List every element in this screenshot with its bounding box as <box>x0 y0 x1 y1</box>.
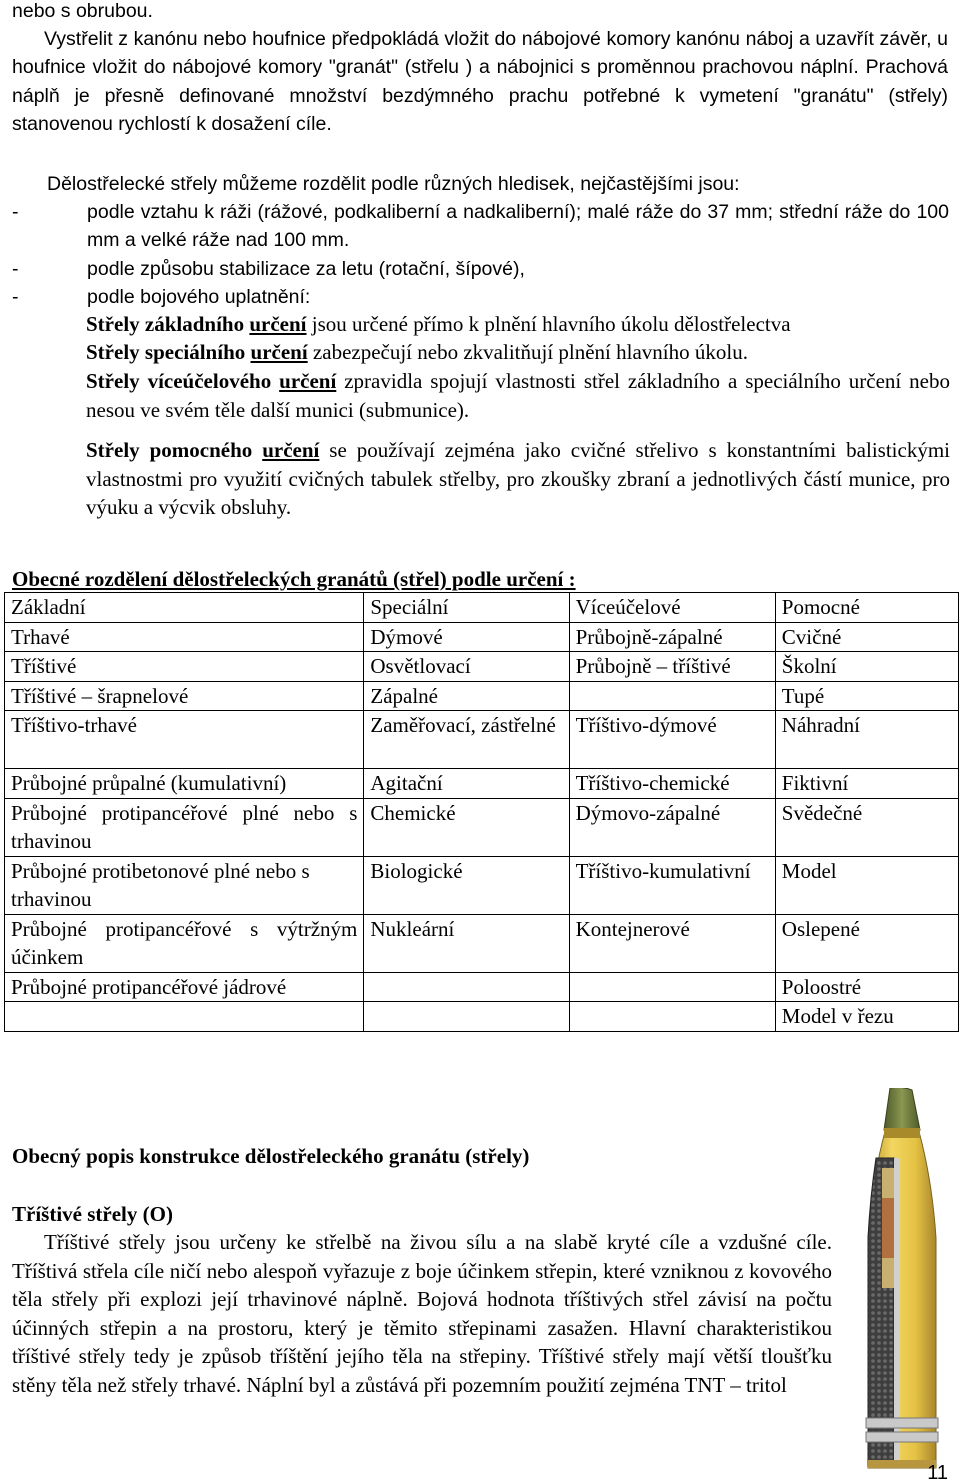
table-row <box>5 652 959 682</box>
table-cell: Svědečné <box>775 798 958 856</box>
table-row <box>5 593 959 623</box>
table-row <box>5 1002 959 1032</box>
paragraph-special: Střely speciálního určení zabezpečují nebo zkvalitňují plnění hlavního úkolu. <box>86 340 748 364</box>
bullet-item-caliber <box>0 198 960 254</box>
table-cell: Školní <box>775 652 958 682</box>
table-cell <box>569 1002 775 1032</box>
table-cell: Dýmovo-zápalné <box>569 798 775 856</box>
table-cell <box>569 681 775 711</box>
table-cell: Model v řezu <box>775 1002 958 1032</box>
table-cell: Biologické <box>364 856 569 914</box>
table-heading: Obecné rozdělení dělostřeleckých granátů (střel) podle určení : <box>12 567 576 591</box>
table-row <box>5 856 959 914</box>
table-cell: Poloostré <box>775 972 958 1002</box>
table-cell: Tříštivo-trhavé <box>5 711 364 769</box>
table-cell: Fiktivní <box>775 769 958 799</box>
section-body: Tříštivé střely jsou určeny ke střelbě na živou sílu a na slabě kryté cíle a vzdušné cíle. Tříštivá střela cíle ničí nebo alespoň vyřazuje z boje účinkem střepin, které vzniknou z kovového těla střely při explozi její trhavinové náplně. Bojová hodnota tříštivých střel závisí na počtu účinných střepin a na prostoru, který je těmito střepinami zasažen. Hlavní charakteristikou tříštivé střely tedy je způsob tříštění jejího těla na střepiny. Tříštivé střely mají větší tloušťku stěny těla než střely trhavé. Náplní byl a zůstává při pozemním použití zejména TNT – tritol <box>12 1230 832 1397</box>
table-cell: Víceúčelové <box>569 593 775 623</box>
table-cell <box>364 1002 569 1032</box>
bullet-text: podle bojového uplatnění: <box>87 286 311 308</box>
table-row <box>5 798 959 856</box>
shell-cutaway-icon <box>852 1088 944 1472</box>
table-cell <box>569 972 775 1002</box>
table-cell: Tříštivo-dýmové <box>569 711 775 769</box>
paragraph-auxiliary: Střely pomocného určení se používají zejména jako cvičné střelivo s konstantními balistickými vlastnostmi pro využití cvičných tabulek střelby, pro zkoušky zbraní a jednotlivých částí munice, pro výuku a výcvik obsluhy. <box>86 438 950 520</box>
table-cell: Tříštivo-kumulativní <box>569 856 775 914</box>
table-cell: Průbojně-zápalné <box>569 622 775 652</box>
table-cell: Dýmové <box>364 622 569 652</box>
table-cell: Agitační <box>364 769 569 799</box>
table-cell: Náhradní <box>775 711 958 769</box>
bullet-dash: - <box>12 258 19 280</box>
table-cell: Zaměřovací, zástřelné <box>364 711 569 769</box>
paragraph-basic: Střely základního určení jsou určené přímo k plnění hlavního úkolu dělostřelectva <box>86 312 791 336</box>
bullet-text: podle vztahu k ráži (rážové, podkaliberní a nadkaliberní); malé ráže do 37 mm; střední ráže do 100 mm a velké ráže nad 100 mm. <box>87 201 949 252</box>
table-row <box>5 711 959 769</box>
table-cell: Tříštivé <box>5 652 364 682</box>
section-subtitle: Tříštivé střely (O) <box>12 1202 173 1226</box>
table-row <box>5 769 959 799</box>
table-row <box>5 681 959 711</box>
bullet-dash: - <box>12 201 19 223</box>
table-cell: Průbojné protipancéřové s výtržným účinkem <box>5 914 364 972</box>
bullet-item-combat <box>0 283 960 311</box>
table-cell: Model <box>775 856 958 914</box>
table-cell <box>5 1002 364 1032</box>
shell-cutaway-image <box>852 1088 944 1472</box>
table-cell: Tříštivo-chemické <box>569 769 775 799</box>
table-cell: Základní <box>5 593 364 623</box>
table-cell: Tříštivé – šrapnelové <box>5 681 364 711</box>
table-cell: Nukleární <box>364 914 569 972</box>
bullet-dash: - <box>12 286 19 308</box>
text-line-continuation: nebo s obrubou. <box>12 0 153 22</box>
paragraph-multipurpose: Střely víceúčelového určení zpravidla spojují vlastnosti střel základního a speciálního určení nebo nesou ve svém těle další munici (submunice). <box>86 369 950 422</box>
bullet-item-stabilization <box>0 255 960 283</box>
table-cell: Průbojné protibetonové plné nebo s trhavinou <box>5 856 364 914</box>
table-cell: Speciální <box>364 593 569 623</box>
table-cell: Cvičné <box>775 622 958 652</box>
table-cell: Kontejnerové <box>569 914 775 972</box>
table-cell: Pomocné <box>775 593 958 623</box>
bullet-text: podle způsobu stabilizace za letu (rotační, šípové), <box>87 258 525 280</box>
table-cell: Průbojné protipancéřové jádrové <box>5 972 364 1002</box>
table-cell: Oslepené <box>775 914 958 972</box>
table-cell: Tupé <box>775 681 958 711</box>
table-cell: Průbojně – tříštivé <box>569 652 775 682</box>
table-row <box>5 622 959 652</box>
classification-intro: Dělostřelecké střely můžeme rozdělit podle různých hledisek, nejčastějšími jsou: <box>47 173 740 195</box>
paragraph-firing: Vystřelit z kanónu nebo houfnice předpokládá vložit do nábojové komory kanónu náboj a uzavřít závěr, u houfnice vložit do nábojové komory "granát" (střelu ) a nábojnici s proměnnou prachovou náplní. Prachová náplň je přesně definované množství bezdýmného prachu potřebné k vymetení "granátu" (střely) stanovenou rychlostí k dosažení cíle. <box>12 28 948 135</box>
table-cell: Trhavé <box>5 622 364 652</box>
table-cell: Osvětlovací <box>364 652 569 682</box>
table-cell: Průbojné průpalné (kumulativní) <box>5 769 364 799</box>
table-cell: Průbojné protipancéřové plné nebo s trhavinou <box>5 798 364 856</box>
table-cell: Zápalné <box>364 681 569 711</box>
table-cell: Chemické <box>364 798 569 856</box>
table-cell <box>364 972 569 1002</box>
table-row <box>5 972 959 1002</box>
classification-table <box>4 592 959 1032</box>
page-number: 11 <box>927 1462 948 1484</box>
table-row <box>5 914 959 972</box>
section-title: Obecný popis konstrukce dělostřeleckého granátu (střely) <box>12 1144 530 1168</box>
